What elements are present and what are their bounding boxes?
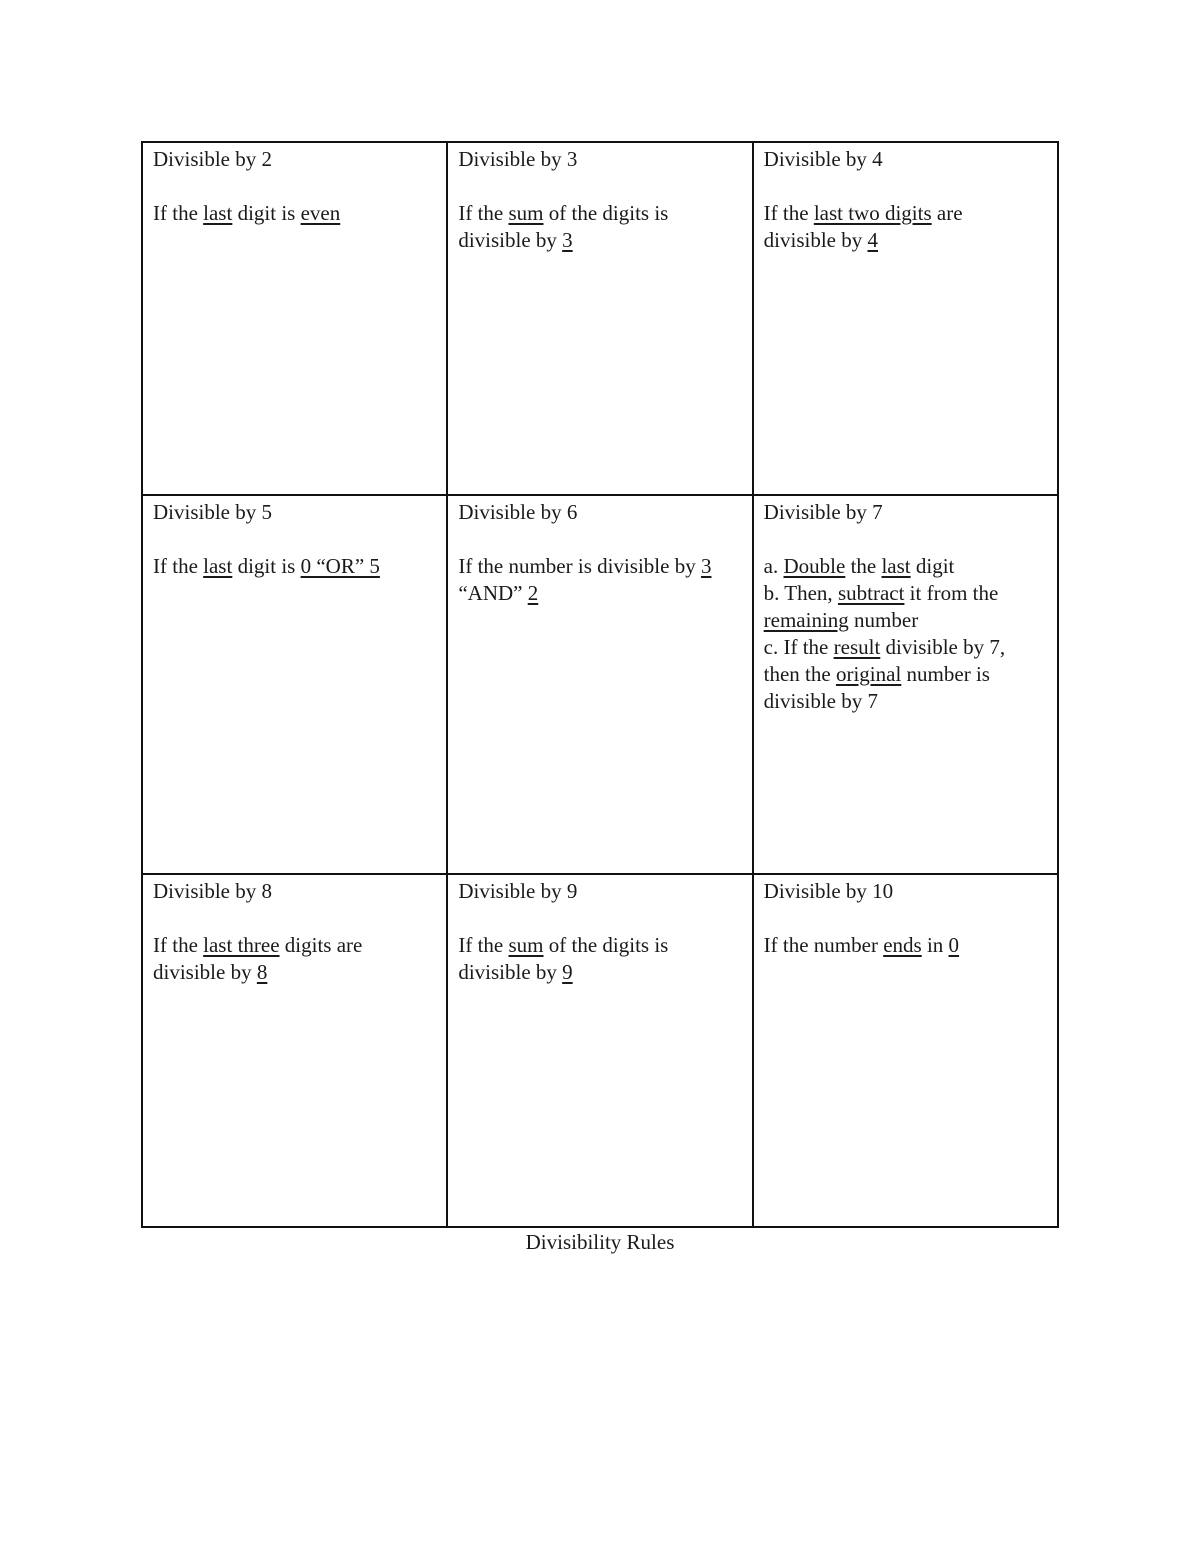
rule-text: If the — [153, 933, 204, 957]
rule-text: it from the — [904, 581, 999, 605]
rule-text: divisible by 7, — [880, 635, 1006, 659]
underlined-term: ends — [883, 933, 922, 957]
underlined-term: 0 “OR” 5 — [300, 554, 380, 578]
rule-cell-5 — [142, 495, 447, 874]
underlined-term: 3 — [700, 554, 712, 578]
rule-title: Divisible by 8 — [153, 879, 272, 903]
rule-text: divisible by — [763, 228, 868, 252]
rule-line — [153, 932, 437, 959]
underlined-term: last two digits — [813, 201, 932, 225]
rule-title: Divisible by 9 — [458, 879, 578, 903]
rule-text: number — [848, 608, 919, 632]
rule-cell-9 — [447, 874, 752, 1227]
page-caption: Divisibility Rules — [525, 1230, 675, 1254]
underlined-term: Double — [783, 554, 846, 578]
rule-line — [153, 200, 437, 227]
rule-text: If the number — [763, 933, 884, 957]
table-row — [142, 142, 1058, 495]
table-row — [142, 495, 1058, 874]
rule-text: If the — [153, 554, 204, 578]
rule-text: c. If the — [763, 635, 834, 659]
rule-description — [153, 200, 437, 227]
underlined-term: even — [300, 201, 341, 225]
underlined-term: original — [835, 662, 902, 686]
rule-line — [764, 688, 1048, 715]
rule-line — [764, 932, 1048, 959]
rule-title: Divisible by 3 — [458, 147, 578, 171]
rule-text: If the — [458, 933, 509, 957]
rule-text: divisible by — [458, 960, 563, 984]
rule-text: divisible by 7 — [763, 689, 878, 713]
rule-line — [764, 634, 1048, 661]
rule-cell-6 — [447, 495, 752, 874]
underlined-term: 4 — [867, 228, 878, 252]
rule-description — [764, 200, 1048, 254]
rule-line — [764, 227, 1048, 254]
underlined-term: remaining — [763, 608, 849, 632]
rule-text: If the — [763, 201, 814, 225]
rule-line — [764, 607, 1048, 634]
rule-line — [764, 200, 1048, 227]
rule-description — [458, 932, 742, 986]
rule-text: digits are — [279, 933, 363, 957]
underlined-term: last three — [203, 933, 280, 957]
underlined-term: 2 — [527, 581, 539, 605]
rule-text: divisible by — [153, 960, 257, 984]
underlined-term: 0 — [948, 933, 960, 957]
rule-description — [764, 932, 1048, 959]
rule-text: of the digits is — [543, 933, 669, 957]
underlined-term: last — [203, 554, 233, 578]
rule-title: Divisible by 6 — [458, 500, 578, 524]
rule-text: are — [931, 201, 963, 225]
rule-text: the — [845, 554, 882, 578]
rule-title: Divisible by 5 — [153, 500, 272, 524]
rule-description — [153, 932, 437, 986]
rule-title: Divisible by 7 — [763, 500, 883, 524]
rule-text: digit — [910, 554, 955, 578]
table-row — [142, 874, 1058, 1227]
rule-cell-2 — [142, 142, 447, 495]
rule-text: number is — [901, 662, 990, 686]
underlined-term: subtract — [837, 581, 905, 605]
underlined-term: last — [881, 554, 911, 578]
underlined-term: 3 — [562, 228, 573, 252]
rule-description — [458, 553, 742, 607]
rule-description — [764, 553, 1048, 715]
rule-title: Divisible by 4 — [763, 147, 883, 171]
rule-line — [764, 661, 1048, 688]
rule-description — [153, 553, 437, 580]
rule-text: digit is — [232, 554, 301, 578]
rule-text: of the digits is — [543, 201, 669, 225]
rule-text: If the — [458, 201, 509, 225]
underlined-term: last — [203, 201, 233, 225]
rule-cell-8 — [142, 874, 447, 1227]
underlined-term: result — [833, 635, 881, 659]
rule-text: a. — [763, 554, 784, 578]
underlined-term: sum — [508, 933, 544, 957]
rule-title: Divisible by 2 — [153, 147, 272, 171]
rule-line — [458, 959, 742, 986]
rule-cell-3 — [447, 142, 752, 495]
underlined-term: 8 — [256, 960, 268, 984]
rule-line — [153, 959, 437, 986]
rule-text: If the number is divisible by — [458, 554, 701, 578]
rule-text: in — [921, 933, 949, 957]
divisibility-rules-table — [141, 141, 1059, 1228]
rule-text: then the — [763, 662, 836, 686]
underlined-term: sum — [508, 201, 544, 225]
rule-text: digit is — [232, 201, 301, 225]
rule-line — [458, 932, 742, 959]
rule-cell-10 — [753, 874, 1058, 1227]
rule-text: If the — [153, 201, 204, 225]
rule-title: Divisible by 10 — [763, 879, 894, 903]
rule-text: “AND” — [458, 581, 528, 605]
rule-text: b. Then, — [763, 581, 838, 605]
rule-line — [153, 553, 437, 580]
underlined-term: 9 — [562, 960, 573, 984]
rule-line — [764, 553, 1048, 580]
rule-line — [764, 580, 1048, 607]
rule-line — [458, 200, 742, 227]
rule-text: divisible by — [458, 228, 563, 252]
rule-line — [458, 580, 742, 607]
rule-line — [458, 553, 742, 580]
rule-description — [458, 200, 742, 254]
rule-cell-7 — [753, 495, 1058, 874]
rule-line — [458, 227, 742, 254]
rule-cell-4 — [753, 142, 1058, 495]
